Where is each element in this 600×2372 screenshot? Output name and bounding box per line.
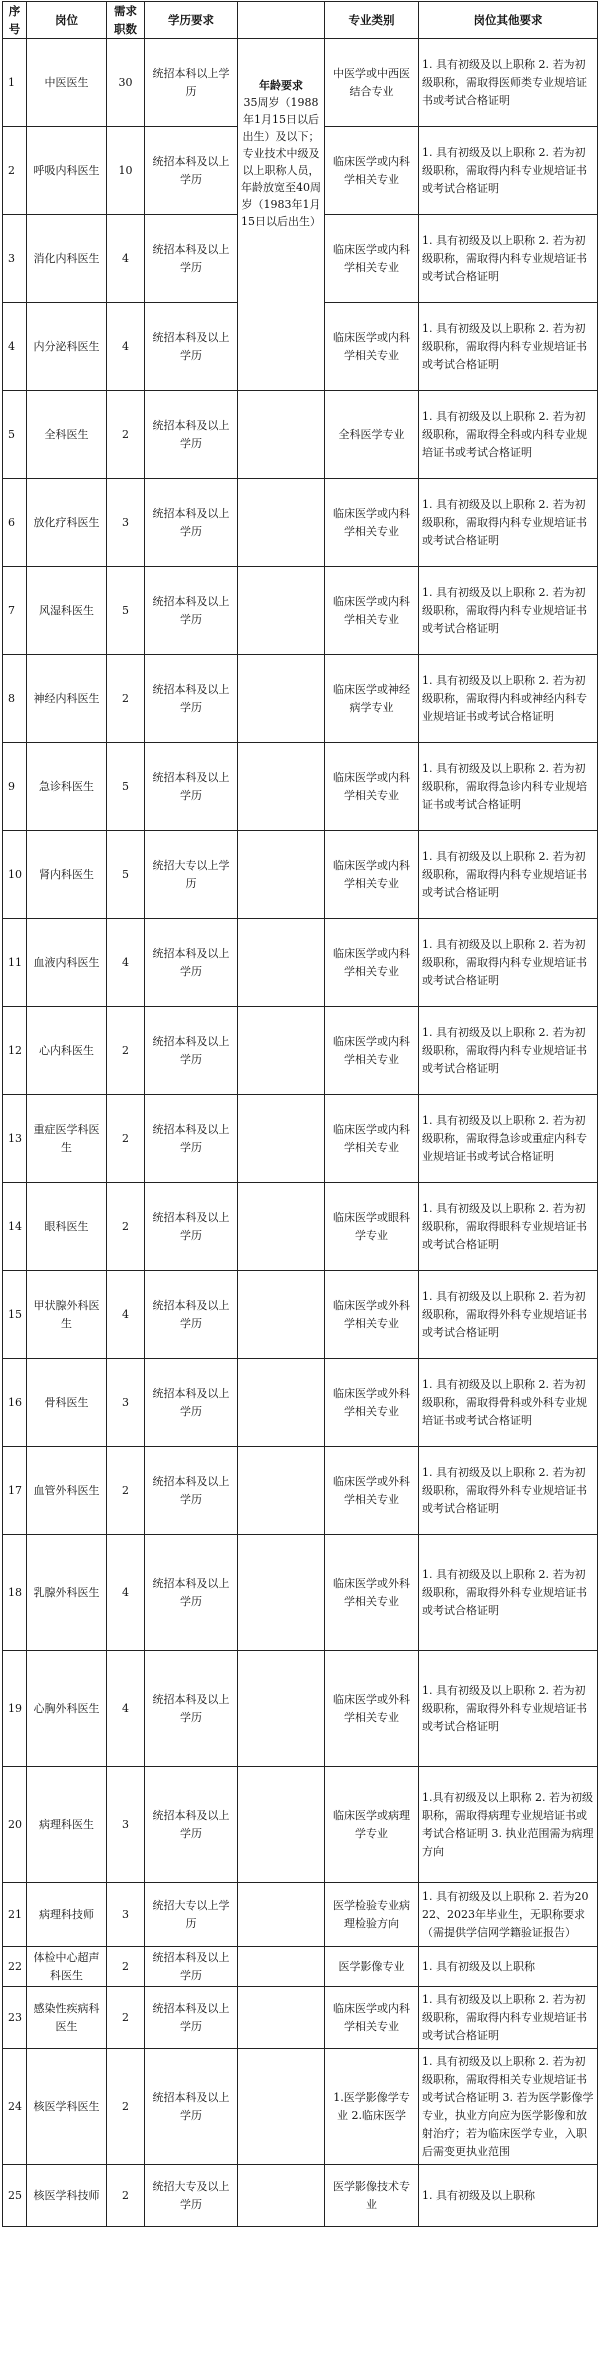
table-row [3,1767,598,1883]
row-position: 血液内科医生 [27,919,107,1007]
table-row [3,831,598,919]
row-other: 1. 具有初级及以上职称 2. 若为初级职称，需取得内科或神经内科专业规培证书或考试合格证明 [419,655,598,743]
age-column-cell [238,567,325,655]
row-other: 1. 具有初级及以上职称 2. 若为初级职称，需取得内科专业规培证书或考试合格证明 [419,215,598,303]
row-major: 临床医学或内科学相关专业 [325,567,419,655]
age-column-cell [238,1095,325,1183]
age-column-cell [238,1883,325,1947]
row-position: 病理科技师 [27,1883,107,1947]
row-position: 重症医学科医生 [27,1095,107,1183]
row-major: 临床医学或外科学相关专业 [325,1271,419,1359]
header-age [238,2,325,39]
recruitment-table [2,1,598,2227]
row-other: 1. 具有初级及以上职称 2. 若为初级职称，需取得外科专业规培证书或考试合格证明 [419,1447,598,1535]
row-other: 1. 具有初级及以上职称 2. 若为初级职称，需取得急诊内科专业规培证书或考试合格证明 [419,743,598,831]
age-column-cell [238,1271,325,1359]
row-count: 5 [107,831,145,919]
row-education: 统招本科及以上学历 [145,1095,238,1183]
row-no: 23 [3,1987,27,2049]
header-row [3,2,598,39]
row-no: 15 [3,1271,27,1359]
row-education: 统招本科及以上学历 [145,303,238,391]
row-count: 4 [107,303,145,391]
header-education: 学历要求 [145,2,238,39]
row-major: 临床医学或内科学相关专业 [325,1987,419,2049]
table-body [3,39,598,2227]
row-education: 统招本科及以上学历 [145,1007,238,1095]
row-no: 18 [3,1535,27,1651]
row-count: 5 [107,743,145,831]
table-row [3,2165,598,2227]
row-count: 3 [107,1359,145,1447]
row-no: 17 [3,1447,27,1535]
age-column-cell [238,1535,325,1651]
table-row [3,391,598,479]
row-other: 1. 具有初级及以上职称 2. 若为初级职称，需取得内科专业规培证书或考试合格证明 [419,479,598,567]
row-position: 血管外科医生 [27,1447,107,1535]
table-row [3,2049,598,2165]
row-count: 2 [107,1183,145,1271]
row-no: 7 [3,567,27,655]
row-education: 统招大专以上学历 [145,831,238,919]
row-count: 4 [107,1271,145,1359]
row-no: 19 [3,1651,27,1767]
row-education: 统招本科及以上学历 [145,1535,238,1651]
row-position: 感染性疾病科医生 [27,1987,107,2049]
row-no: 1 [3,39,27,127]
table-row [3,1447,598,1535]
table-row [3,1007,598,1095]
row-major: 临床医学或病理学专业 [325,1767,419,1883]
row-no: 21 [3,1883,27,1947]
age-column-cell [238,391,325,479]
row-other: 1. 具有初级及以上职称 [419,2165,598,2227]
row-position: 核医学科技师 [27,2165,107,2227]
table-row [3,1183,598,1271]
header-major: 专业类别 [325,2,419,39]
row-other: 1. 具有初级及以上职称 2. 若为初级职称，需取得急诊或重症内科专业规培证书或考试合格证明 [419,1095,598,1183]
row-major: 临床医学或内科学相关专业 [325,127,419,215]
row-count: 4 [107,919,145,1007]
header-no: 序号 [3,2,27,39]
row-position: 体检中心超声科医生 [27,1947,107,1987]
age-column-cell [238,1767,325,1883]
row-major: 临床医学或神经病学专业 [325,655,419,743]
row-other: 1. 具有初级及以上职称 2. 若为初级职称，需取得外科专业规培证书或考试合格证明 [419,1271,598,1359]
age-column-cell [238,743,325,831]
row-education: 统招本科及以上学历 [145,479,238,567]
row-position: 神经内科医生 [27,655,107,743]
row-position: 乳腺外科医生 [27,1535,107,1651]
row-education: 统招本科及以上学历 [145,1447,238,1535]
row-major: 临床医学或外科学相关专业 [325,1651,419,1767]
row-count: 3 [107,1767,145,1883]
row-other: 1. 具有初级及以上职称 2. 若为初级职称，需取得内科专业规培证书或考试合格证明 [419,127,598,215]
row-major: 中医学或中西医结合专业 [325,39,419,127]
row-other: 1.具有初级及以上职称 2. 若为初级职称，需取得病理专业规培证书或考试合格证明 3. 执业范围需为病理方向 [419,1767,598,1883]
row-education: 统招本科及以上学历 [145,391,238,479]
row-major: 临床医学或外科学相关专业 [325,1359,419,1447]
row-count: 2 [107,2049,145,2165]
row-education: 统招本科及以上学历 [145,215,238,303]
row-education: 统招本科及以上学历 [145,655,238,743]
row-major: 临床医学或眼科学专业 [325,1183,419,1271]
age-column-cell [238,919,325,1007]
row-no: 16 [3,1359,27,1447]
row-major: 医学检验专业病理检验方向 [325,1883,419,1947]
row-no: 22 [3,1947,27,1987]
row-major: 医学影像技术专业 [325,2165,419,2227]
row-count: 2 [107,1095,145,1183]
row-position: 甲状腺外科医生 [27,1271,107,1359]
row-no: 20 [3,1767,27,1883]
row-no: 24 [3,2049,27,2165]
age-column-cell [238,1359,325,1447]
row-count: 4 [107,1651,145,1767]
row-count: 2 [107,655,145,743]
row-position: 消化内科医生 [27,215,107,303]
age-column-cell [238,655,325,743]
age-column-cell [238,1651,325,1767]
age-column-cell [238,1987,325,2049]
row-position: 风湿科医生 [27,567,107,655]
row-other: 1. 具有初级及以上职称 2. 若为初级职称，需取得骨科或外科专业规培证书或考试合格证明 [419,1359,598,1447]
row-position: 放化疗科医生 [27,479,107,567]
row-no: 14 [3,1183,27,1271]
table-row [3,743,598,831]
row-education: 统招本科以上学历 [145,39,238,127]
row-other: 1. 具有初级及以上职称 2. 若为初级职称，需取得内科专业规培证书或考试合格证明 [419,303,598,391]
row-no: 9 [3,743,27,831]
row-education: 统招本科及以上学历 [145,919,238,1007]
row-other: 1. 具有初级及以上职称 2. 若为初级职称，需取得内科专业规培证书或考试合格证明 [419,831,598,919]
row-no: 5 [3,391,27,479]
row-other: 1. 具有初级及以上职称 2. 若为2022、2023年毕业生，无职称要求（需提供学信网学籍验证报告） [419,1883,598,1947]
row-position: 眼科医生 [27,1183,107,1271]
age-column-cell [238,2049,325,2165]
row-count: 5 [107,567,145,655]
row-count: 2 [107,1947,145,1987]
row-education: 统招本科及以上学历 [145,1651,238,1767]
row-count: 2 [107,391,145,479]
row-no: 10 [3,831,27,919]
row-no: 13 [3,1095,27,1183]
row-other: 1. 具有初级及以上职称 2. 若为初级职称，需取得内科专业规培证书或考试合格证明 [419,1987,598,2049]
row-other: 1. 具有初级及以上职称 2. 若为初级职称，需取得眼科专业规培证书或考试合格证明 [419,1183,598,1271]
table-row [3,479,598,567]
row-count: 2 [107,1987,145,2049]
header-other: 岗位其他要求 [419,2,598,39]
row-count: 3 [107,1883,145,1947]
row-position: 中医医生 [27,39,107,127]
row-education: 统招大专以上学历 [145,1883,238,1947]
row-other: 1. 具有初级及以上职称 2. 若为初级职称，需取得医师类专业规培证书或考试合格证明 [419,39,598,127]
age-column-cell [238,1947,325,1987]
row-major: 临床医学或内科学相关专业 [325,743,419,831]
age-requirement-title: 年龄要求 [259,79,303,92]
row-other: 1. 具有初级及以上职称 2. 若为初级职称，需取得全科或内科专业规培证书或考试合格证明 [419,391,598,479]
row-no: 6 [3,479,27,567]
row-count: 2 [107,2165,145,2227]
row-major: 临床医学或内科学相关专业 [325,303,419,391]
table-row [3,1987,598,2049]
table-row [3,655,598,743]
row-education: 统招大专及以上学历 [145,2165,238,2227]
row-position: 病理科医生 [27,1767,107,1883]
row-other: 1. 具有初级及以上职称 2. 若为初级职称，需取得相关专业规培证书或考试合格证明 3. 若为医学影像学专业，执业方向应为医学影像和放射治疗；若为临床医学专业，入职后需变更执业范围 [419,2049,598,2165]
header-count: 需求职数 [107,2,145,39]
row-major: 1.医学影像学专业 2.临床医学 [325,2049,419,2165]
row-education: 统招本科及以上学历 [145,2049,238,2165]
row-no: 25 [3,2165,27,2227]
age-requirement-cell [238,39,325,391]
table-row [3,1271,598,1359]
age-column-cell [238,1007,325,1095]
row-position: 呼吸内科医生 [27,127,107,215]
row-education: 统招本科及以上学历 [145,1767,238,1883]
row-position: 内分泌科医生 [27,303,107,391]
row-major: 临床医学或外科学相关专业 [325,1447,419,1535]
age-column-cell [238,1447,325,1535]
row-education: 统招本科及以上学历 [145,127,238,215]
age-column-cell [238,479,325,567]
row-no: 2 [3,127,27,215]
table-row [3,1359,598,1447]
row-education: 统招本科及以上学历 [145,1359,238,1447]
row-major: 全科医学专业 [325,391,419,479]
table-row [3,1883,598,1947]
table-row [3,39,598,127]
row-education: 统招本科及以上学历 [145,743,238,831]
table-row [3,1535,598,1651]
row-count: 3 [107,479,145,567]
table-row [3,1947,598,1987]
row-education: 统招本科及以上学历 [145,1947,238,1987]
row-other: 1. 具有初级及以上职称 2. 若为初级职称，需取得外科专业规培证书或考试合格证明 [419,1535,598,1651]
row-major: 临床医学或外科学相关专业 [325,1535,419,1651]
row-no: 3 [3,215,27,303]
row-major: 临床医学或内科学相关专业 [325,479,419,567]
table-row [3,919,598,1007]
table-row [3,567,598,655]
table-row [3,1095,598,1183]
row-no: 4 [3,303,27,391]
row-education: 统招本科及以上学历 [145,1987,238,2049]
row-education: 统招本科及以上学历 [145,567,238,655]
row-position: 核医学科医生 [27,2049,107,2165]
row-major: 临床医学或内科学相关专业 [325,919,419,1007]
row-position: 心胸外科医生 [27,1651,107,1767]
row-major: 临床医学或内科学相关专业 [325,831,419,919]
row-major: 临床医学或内科学相关专业 [325,215,419,303]
age-column-cell [238,2165,325,2227]
row-count: 10 [107,127,145,215]
row-position: 肾内科医生 [27,831,107,919]
table-row [3,1651,598,1767]
row-major: 临床医学或内科学相关专业 [325,1095,419,1183]
row-count: 30 [107,39,145,127]
row-count: 2 [107,1007,145,1095]
row-no: 12 [3,1007,27,1095]
header-position: 岗位 [27,2,107,39]
row-position: 心内科医生 [27,1007,107,1095]
row-no: 8 [3,655,27,743]
row-major: 临床医学或内科学相关专业 [325,1007,419,1095]
row-position: 急诊科医生 [27,743,107,831]
row-other: 1. 具有初级及以上职称 2. 若为初级职称，需取得内科专业规培证书或考试合格证明 [419,567,598,655]
row-count: 4 [107,215,145,303]
row-position: 全科医生 [27,391,107,479]
row-major: 医学影像专业 [325,1947,419,1987]
row-other: 1. 具有初级及以上职称 2. 若为初级职称，需取得内科专业规培证书或考试合格证明 [419,919,598,1007]
row-other: 1. 具有初级及以上职称 [419,1947,598,1987]
row-education: 统招本科及以上学历 [145,1271,238,1359]
row-education: 统招本科及以上学历 [145,1183,238,1271]
age-column-cell [238,1183,325,1271]
row-count: 2 [107,1447,145,1535]
age-column-cell [238,831,325,919]
row-other: 1. 具有初级及以上职称 2. 若为初级职称，需取得内科专业规培证书或考试合格证明 [419,1007,598,1095]
age-requirement-text: 35周岁（1988年1月15日以后出生）及以下；专业技术中级及以上职称人员，年龄放宽至40周岁（1983年1月15日以后出生） [241,96,321,228]
row-no: 11 [3,919,27,1007]
row-position: 骨科医生 [27,1359,107,1447]
row-other: 1. 具有初级及以上职称 2. 若为初级职称，需取得外科专业规培证书或考试合格证明 [419,1651,598,1767]
row-count: 4 [107,1535,145,1651]
